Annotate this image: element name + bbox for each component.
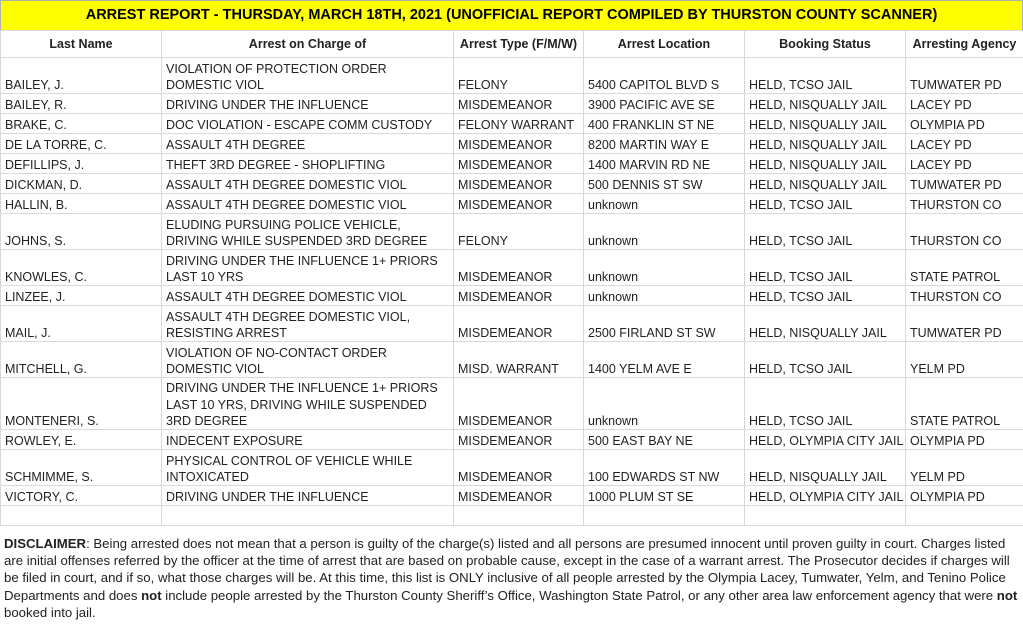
cell-booking-status: HELD, OLYMPIA CITY JAIL [745,486,906,506]
cell-booking-status: HELD, TCSO JAIL [745,194,906,214]
cell-arrest-type: FELONY [454,214,584,250]
cell-last-name: MAIL, J. [1,306,162,342]
table-row [1,306,1023,342]
table-row [1,94,1023,114]
cell-last-name: BRAKE, C. [1,114,162,134]
cell-arresting-agency: YELM PD [906,450,1023,486]
cell-arrest-location: 2500 FIRLAND ST SW [584,306,745,342]
cell-arresting-agency: THURSTON CO [906,194,1023,214]
cell-arrest-location: 1000 PLUM ST SE [584,486,745,506]
table-row [1,214,1023,250]
cell-arrest-type: MISDEMEANOR [454,286,584,306]
cell-arresting-agency: STATE PATROL [906,378,1023,430]
cell-charge: DOC VIOLATION - ESCAPE COMM CUSTODY [162,114,454,134]
cell-arrest-type: MISDEMEANOR [454,94,584,114]
table-row [1,450,1023,486]
cell-arrest-location: 500 DENNIS ST SW [584,174,745,194]
cell-booking-status: HELD, TCSO JAIL [745,250,906,286]
cell-arrest-type: MISDEMEANOR [454,194,584,214]
cell-arrest-type: FELONY [454,58,584,94]
header-arrest-location: Arrest Location [584,31,745,58]
table-body [1,58,1023,526]
cell-booking-status: HELD, TCSO JAIL [745,58,906,94]
table-row [1,486,1023,506]
cell-charge: VIOLATION OF NO-CONTACT ORDER DOMESTIC VIOL [162,342,454,378]
cell-arrest-type: MISDEMEANOR [454,154,584,174]
cell-arresting-agency: TUMWATER PD [906,306,1023,342]
cell-arresting-agency: STATE PATROL [906,250,1023,286]
cell-charge: ASSAULT 4TH DEGREE DOMESTIC VIOL [162,286,454,306]
arrest-table [0,30,1023,526]
report-title: ARREST REPORT - THURSDAY, MARCH 18TH, 2021 (UNOFFICIAL REPORT COMPILED BY THURSTON COUNTY SCANNER) [0,0,1023,31]
table-row [1,286,1023,306]
cell-last-name: BAILEY, J. [1,58,162,94]
disclaimer-label: DISCLAIMER [4,536,87,551]
cell-charge: DRIVING UNDER THE INFLUENCE [162,94,454,114]
cell-last-name: DEFILLIPS, J. [1,154,162,174]
header-booking-status: Booking Status [745,31,906,58]
cell-arresting-agency: OLYMPIA PD [906,430,1023,450]
cell-booking-status: HELD, TCSO JAIL [745,378,906,430]
cell-booking-status: HELD, NISQUALLY JAIL [745,450,906,486]
cell-arrest-type: MISDEMEANOR [454,486,584,506]
cell-last-name: JOHNS, S. [1,214,162,250]
cell-arrest-location: 500 EAST BAY NE [584,430,745,450]
cell-charge: ASSAULT 4TH DEGREE DOMESTIC VIOL [162,194,454,214]
cell-arrest-location: 100 EDWARDS ST NW [584,450,745,486]
table-row [1,154,1023,174]
cell-arrest-type: MISDEMEANOR [454,306,584,342]
cell-charge: ASSAULT 4TH DEGREE DOMESTIC VIOL [162,174,454,194]
cell-last-name: DE LA TORRE, C. [1,134,162,154]
cell-arrest-type: FELONY WARRANT [454,114,584,134]
cell-arrest-location: 1400 MARVIN RD NE [584,154,745,174]
cell-charge: DRIVING UNDER THE INFLUENCE [162,486,454,506]
cell-booking-status: HELD, NISQUALLY JAIL [745,306,906,342]
cell-arrest-location: unknown [584,194,745,214]
cell-booking-status: HELD, NISQUALLY JAIL [745,154,906,174]
cell-arrest-type: MISDEMEANOR [454,134,584,154]
cell-charge: DRIVING UNDER THE INFLUENCE 1+ PRIORS LAST 10 YRS [162,250,454,286]
header-arresting-agency: Arresting Agency [906,31,1023,58]
cell-last-name: VICTORY, C. [1,486,162,506]
cell-charge: INDECENT EXPOSURE [162,430,454,450]
cell-last-name: SCHMIMME, S. [1,450,162,486]
cell-arrest-type: MISDEMEANOR [454,174,584,194]
cell-charge: VIOLATION OF PROTECTION ORDER DOMESTIC VIOL [162,58,454,94]
disclaimer-text-2: include people arrested by the Thurston County Sheriff’s Office, Washington State Patrol, or any other area law enforcement agency that were [161,587,997,603]
cell-booking-status: HELD, TCSO JAIL [745,342,906,378]
cell-charge: DRIVING UNDER THE INFLUENCE 1+ PRIORS LAST 10 YRS, DRIVING WHILE SUSPENDED 3RD DEGREE [162,378,454,430]
cell-arresting-agency: TUMWATER PD [906,58,1023,94]
cell-last-name: HALLIN, B. [1,194,162,214]
table-row [1,250,1023,286]
cell-booking-status: HELD, NISQUALLY JAIL [745,134,906,154]
cell-booking-status: HELD, OLYMPIA CITY JAIL [745,430,906,450]
table-row-empty [1,506,1023,526]
cell-arresting-agency: THURSTON CO [906,214,1023,250]
disclaimer [0,535,1023,621]
cell-last-name: ROWLEY, E. [1,430,162,450]
header-last-name: Last Name [1,31,162,58]
cell-last-name: KNOWLES, C. [1,250,162,286]
cell-booking-status: HELD, TCSO JAIL [745,286,906,306]
table-row [1,134,1023,154]
table-header-row [1,31,1023,58]
cell-arresting-agency: LACEY PD [906,154,1023,174]
cell-arresting-agency: LACEY PD [906,94,1023,114]
cell-charge: ELUDING PURSUING POLICE VEHICLE, DRIVING WHILE SUSPENDED 3RD DEGREE [162,214,454,250]
cell-arrest-type: MISDEMEANOR [454,250,584,286]
cell-arrest-location: 400 FRANKLIN ST NE [584,114,745,134]
table-row [1,114,1023,134]
cell-arrest-location: unknown [584,250,745,286]
table-row [1,174,1023,194]
cell-charge: ASSAULT 4TH DEGREE DOMESTIC VIOL, RESISTING ARREST [162,306,454,342]
cell-arresting-agency: OLYMPIA PD [906,486,1023,506]
cell-arresting-agency: OLYMPIA PD [906,114,1023,134]
cell-charge: THEFT 3RD DEGREE - SHOPLIFTING [162,154,454,174]
cell-last-name: MITCHELL, G. [1,342,162,378]
cell-arrest-location: 3900 PACIFIC AVE SE [584,94,745,114]
table-row [1,342,1023,378]
cell-arrest-location: 8200 MARTIN WAY E [584,134,745,154]
cell-arrest-type: MISDEMEANOR [454,378,584,430]
cell-arresting-agency: THURSTON CO [906,286,1023,306]
cell-arrest-location: unknown [584,378,745,430]
cell-arresting-agency: LACEY PD [906,134,1023,154]
cell-arresting-agency: YELM PD [906,342,1023,378]
cell-last-name: BAILEY, R. [1,94,162,114]
cell-arresting-agency: TUMWATER PD [906,174,1023,194]
disclaimer-text-1: : Being arrested does not mean that a person is guilty of the charge(s) listed and all persons are presumed innocent until proven guilty in court. Charges listed are initial offenses referred by the officer at the time of arrest that are based on probable cause, except in the case of a warrant arrest. The Prosecutor decides if charges will be filed in court, and if so, what those charges will be. At this time, this list is ONLY inclusive of all people arrested by the Olympia Lacey, Tumwater, Yelm, and Tenino Police Departments and does [4,536,1010,603]
cell-booking-status: HELD, NISQUALLY JAIL [745,174,906,194]
table-row [1,378,1023,430]
table-row [1,430,1023,450]
cell-arrest-type: MISDEMEANOR [454,430,584,450]
cell-arrest-location: 5400 CAPITOL BLVD S [584,58,745,94]
cell-charge: ASSAULT 4TH DEGREE [162,134,454,154]
disclaimer-text-3: booked into jail. [4,604,96,620]
header-charge: Arrest on Charge of [162,31,454,58]
cell-arrest-location: 1400 YELM AVE E [584,342,745,378]
cell-arrest-location: unknown [584,286,745,306]
cell-last-name: DICKMAN, D. [1,174,162,194]
cell-arrest-type: MISDEMEANOR [454,450,584,486]
disclaimer-emphasis-1: not [141,587,162,603]
cell-booking-status: HELD, NISQUALLY JAIL [745,94,906,114]
cell-arrest-location: unknown [584,214,745,250]
cell-booking-status: HELD, NISQUALLY JAIL [745,114,906,134]
cell-last-name: MONTENERI, S. [1,378,162,430]
disclaimer-emphasis-2: not [996,587,1018,603]
header-arrest-type: Arrest Type (F/M/W) [454,31,584,58]
cell-arrest-type: MISD. WARRANT [454,342,584,378]
cell-last-name: LINZEE, J. [1,286,162,306]
cell-charge: PHYSICAL CONTROL OF VEHICLE WHILE INTOXICATED [162,450,454,486]
cell-booking-status: HELD, TCSO JAIL [745,214,906,250]
table-row [1,58,1023,94]
table-row [1,194,1023,214]
